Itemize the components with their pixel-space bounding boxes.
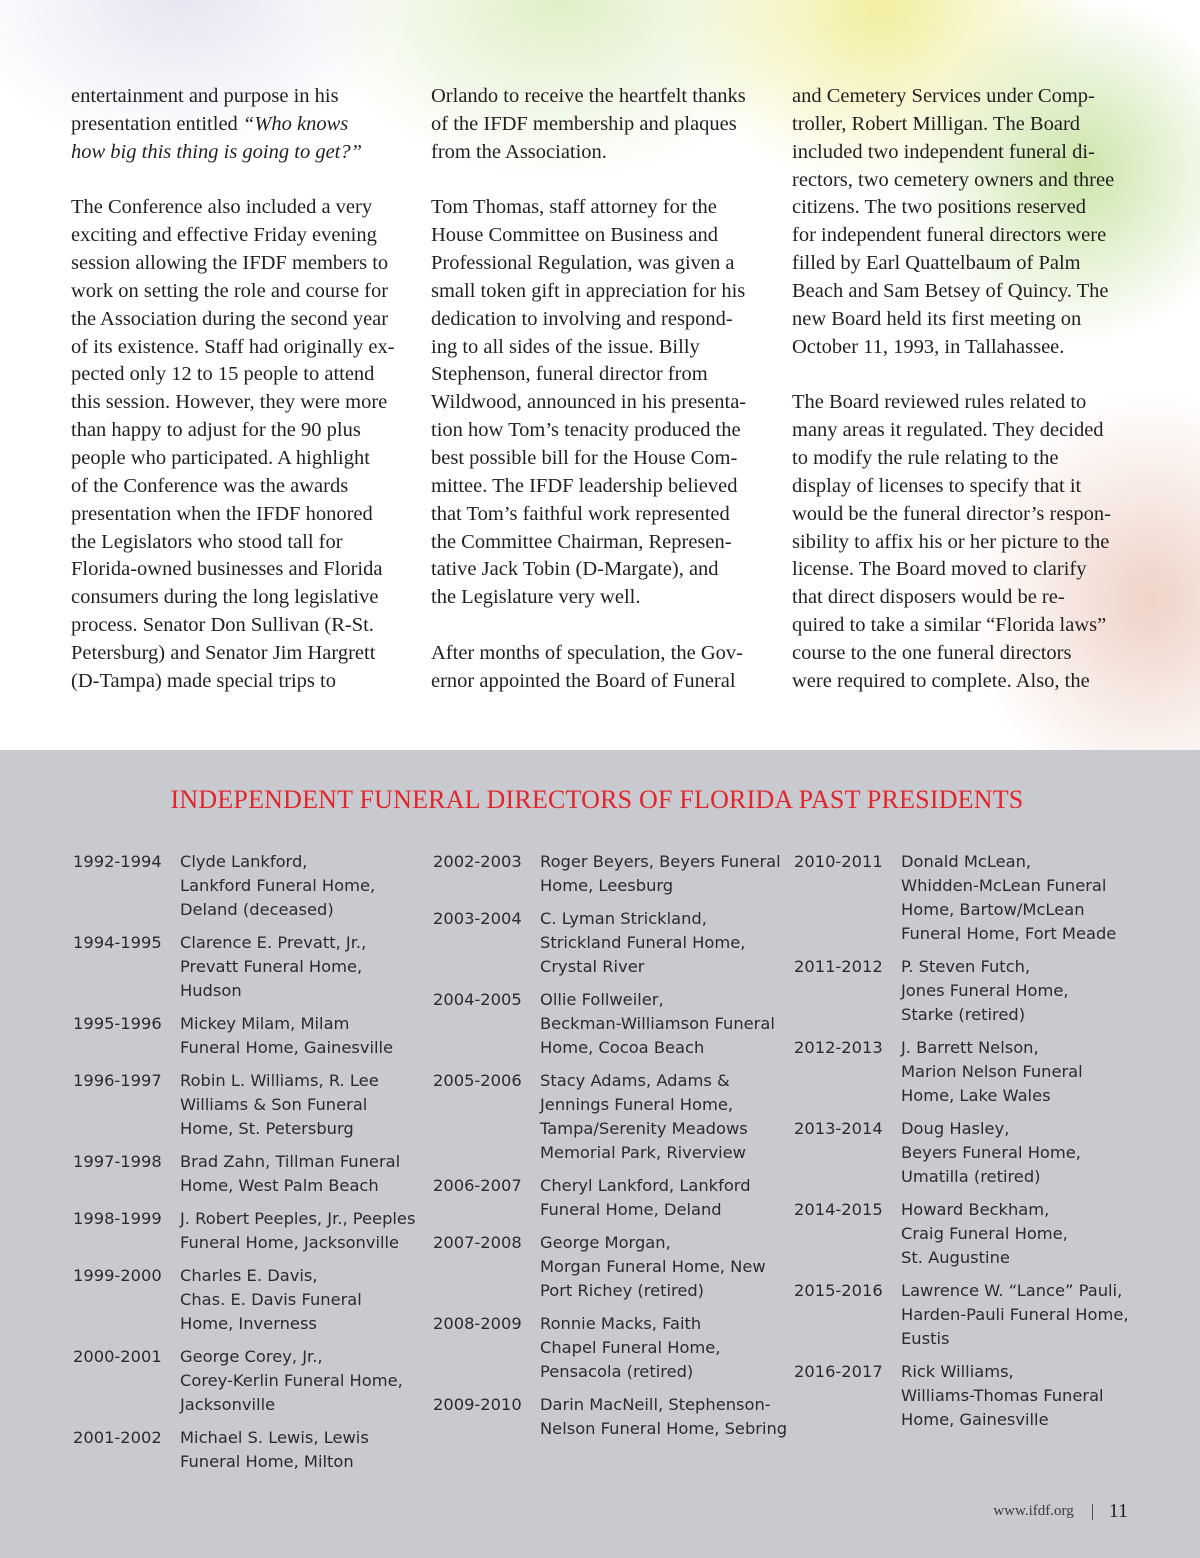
text-line: new Board held its first meeting on xyxy=(792,307,1082,330)
president-details xyxy=(180,1012,393,1060)
president-entry xyxy=(433,907,787,979)
president-years: 2010-2011 xyxy=(794,852,883,871)
past-presidents-title: INDEPENDENT FUNERAL DIRECTORS OF FLORIDA PAST PRESIDENTS xyxy=(170,785,1024,814)
text-line: the Committee Chairman, Represen- xyxy=(431,530,732,553)
presidents-column-1 xyxy=(73,850,415,1483)
text-line: for independent funeral directors were xyxy=(792,224,1107,247)
president-entry xyxy=(73,1150,415,1198)
president-detail-line: Howard Beckham, xyxy=(901,1200,1050,1219)
president-detail-line: Funeral Home, Deland xyxy=(540,1200,722,1219)
president-entry xyxy=(73,1207,415,1255)
president-details xyxy=(540,850,781,898)
president-entry xyxy=(73,1426,415,1474)
president-detail-line: P. Steven Futch, xyxy=(901,957,1031,976)
text-line: and Cemetery Services under Comp- xyxy=(792,85,1095,107)
president-detail-line: Jones Funeral Home, xyxy=(901,981,1069,1000)
text-line: Tom Thomas, staff attorney for the xyxy=(431,196,717,219)
presidents-column-2 xyxy=(433,850,787,1450)
president-entry xyxy=(433,1312,787,1384)
president-detail-line: J. Robert Peeples, Jr., Peeples xyxy=(180,1209,416,1228)
text-line: presentation when the IFDF honored xyxy=(71,502,373,525)
president-detail-line: George Morgan, xyxy=(540,1233,671,1252)
text-line: Florida-owned businesses and Florida xyxy=(71,558,383,581)
president-details xyxy=(540,907,745,979)
text-line: of the Conference was the awards xyxy=(71,474,349,497)
text-line: filled by Earl Quattelbaum of Palm xyxy=(792,252,1081,275)
president-entry xyxy=(794,1198,1129,1270)
president-detail-line: Stacy Adams, Adams & xyxy=(540,1071,730,1090)
text-line: Stephenson, funeral director from xyxy=(431,363,708,386)
president-entry xyxy=(794,1117,1129,1189)
article-paragraph xyxy=(431,83,746,167)
president-details xyxy=(901,850,1116,946)
president-detail-line: Nelson Funeral Home, Sebring xyxy=(540,1419,788,1438)
president-years: 2007-2008 xyxy=(433,1233,522,1252)
text-line: the Legislature very well. xyxy=(431,586,641,609)
text-line: (D-Tampa) made special trips to xyxy=(71,669,336,692)
president-years: 2008-2009 xyxy=(433,1314,522,1333)
president-years: 2011-2012 xyxy=(794,957,883,976)
president-details xyxy=(901,1036,1083,1108)
president-years: 1994-1995 xyxy=(73,933,162,952)
text-line: sibility to affix his or her picture to the xyxy=(792,530,1110,553)
president-detail-line: Doug Hasley, xyxy=(901,1119,1010,1138)
president-entry xyxy=(794,1360,1129,1432)
president-detail-line: Clarence E. Prevatt, Jr., xyxy=(180,933,367,952)
text-line: Petersburg) and Senator Jim Hargrett xyxy=(71,641,376,664)
president-details xyxy=(180,1345,403,1417)
text-line: to modify the rule relating to the xyxy=(792,446,1059,469)
text-line: work on setting the role and course for xyxy=(71,279,389,302)
article-column-3 xyxy=(792,83,1114,696)
footer-divider xyxy=(1092,1504,1093,1520)
president-years: 2012-2013 xyxy=(794,1038,883,1057)
text-line: October 11, 1993, in Tallahassee. xyxy=(792,335,1065,358)
text-line: troller, Robert Milligan. The Board xyxy=(792,112,1081,135)
text-line: were required to complete. Also, the xyxy=(792,669,1090,692)
president-entry xyxy=(73,931,415,1003)
presentation-title: “Who knows xyxy=(242,112,349,135)
president-detail-line: Robin L. Williams, R. Lee xyxy=(180,1071,379,1090)
president-details xyxy=(901,1360,1104,1432)
president-detail-line: Umatilla (retired) xyxy=(901,1167,1041,1186)
president-entry xyxy=(794,1036,1129,1108)
president-detail-line: Marion Nelson Funeral xyxy=(901,1062,1083,1081)
text-line: the Association during the second year xyxy=(71,307,389,330)
text-line: Professional Regulation, was given a xyxy=(431,252,735,275)
president-entry xyxy=(73,1264,415,1336)
president-years: 2005-2006 xyxy=(433,1071,522,1090)
president-entry xyxy=(794,955,1129,1027)
text-line: small token gift in appreciation for his xyxy=(431,279,746,302)
president-years: 2009-2010 xyxy=(433,1395,522,1414)
text-line: of its existence. Staff had originally ex- xyxy=(71,335,395,358)
president-details xyxy=(540,988,775,1060)
president-details xyxy=(540,1174,751,1222)
text-line: many areas it regulated. They decided xyxy=(792,419,1104,442)
text-line: people who participated. A highlight xyxy=(71,446,370,469)
president-detail-line: Port Richey (retired) xyxy=(540,1281,705,1300)
page-footer xyxy=(993,1500,1128,1523)
president-detail-line: Donald McLean, xyxy=(901,852,1032,871)
president-years: 2016-2017 xyxy=(794,1362,883,1381)
presidents-column-3 xyxy=(794,850,1129,1441)
president-detail-line: Whidden-McLean Funeral xyxy=(901,876,1107,895)
president-detail-line: Charles E. Davis, xyxy=(180,1266,318,1285)
text-line: entertainment and purpose in his xyxy=(71,85,339,107)
article-paragraph xyxy=(431,194,746,612)
president-details xyxy=(901,1198,1068,1270)
president-years: 2014-2015 xyxy=(794,1200,883,1219)
president-detail-line: Roger Beyers, Beyers Funeral xyxy=(540,852,781,871)
president-detail-line: Clyde Lankford, xyxy=(180,852,308,871)
president-detail-line: Home, Leesburg xyxy=(540,876,674,895)
text-line: exciting and effective Friday evening xyxy=(71,224,377,247)
president-entry xyxy=(433,1069,787,1165)
article-paragraph xyxy=(792,83,1114,361)
president-entry xyxy=(433,1231,787,1303)
text-line: pected only 12 to 15 people to attend xyxy=(71,363,375,386)
president-detail-line: Williams-Thomas Funeral xyxy=(901,1386,1104,1405)
president-details xyxy=(180,1150,400,1198)
text-line: display of licenses to specify that it xyxy=(792,474,1082,497)
text-line: quired to take a similar “Florida laws” xyxy=(792,614,1107,637)
text-line: course to the one funeral directors xyxy=(792,641,1072,664)
text-line: than happy to adjust for the 90 plus xyxy=(71,419,361,442)
president-entry xyxy=(73,1012,415,1060)
text-line: would be the funeral director’s respon- xyxy=(792,502,1111,525)
president-entry xyxy=(73,1069,415,1141)
president-entry xyxy=(433,1393,787,1441)
text-line: tion how Tom’s tenacity produced the xyxy=(431,419,741,442)
president-entry xyxy=(73,1345,415,1417)
president-details xyxy=(540,1069,748,1165)
president-entry xyxy=(73,850,415,922)
president-years: 2006-2007 xyxy=(433,1176,522,1195)
president-detail-line: Starke (retired) xyxy=(901,1005,1026,1024)
text-line: that Tom’s faithful work represented xyxy=(431,502,730,525)
president-years: 2001-2002 xyxy=(73,1428,162,1447)
president-years: 2004-2005 xyxy=(433,990,522,1009)
president-years: 1997-1998 xyxy=(73,1152,162,1171)
president-detail-line: Jennings Funeral Home, xyxy=(540,1095,734,1114)
president-years: 1998-1999 xyxy=(73,1209,162,1228)
president-details xyxy=(901,955,1069,1027)
president-detail-line: Cheryl Lankford, Lankford xyxy=(540,1176,751,1195)
president-details xyxy=(180,1207,415,1255)
president-details xyxy=(540,1393,787,1441)
article-column-1 xyxy=(71,83,395,696)
president-details xyxy=(180,850,375,922)
president-detail-line: Hudson xyxy=(180,981,242,1000)
text-line: Wildwood, announced in his presenta- xyxy=(431,391,747,414)
president-detail-line: Pensacola (retired) xyxy=(540,1362,694,1381)
president-years: 1992-1994 xyxy=(73,852,162,871)
text-line: House Committee on Business and xyxy=(431,224,718,247)
article-paragraph xyxy=(71,83,395,167)
president-years: 2000-2001 xyxy=(73,1347,162,1366)
text-line: of the IFDF membership and plaques xyxy=(431,112,737,135)
text-line: consumers during the long legislative xyxy=(71,586,379,609)
text-line: the Legislators who stood tall for xyxy=(71,530,343,553)
article-paragraph xyxy=(792,389,1114,695)
text-line: The Board reviewed rules related to xyxy=(792,391,1087,414)
president-detail-line: Lankford Funeral Home, xyxy=(180,876,376,895)
president-details xyxy=(901,1279,1129,1351)
text-line: dedication to involving and respond- xyxy=(431,307,733,330)
text-line: Beach and Sam Betsey of Quincy. The xyxy=(792,279,1109,302)
text-line: tative Jack Tobin (D-Margate), and xyxy=(431,558,719,581)
president-detail-line: Home, Cocoa Beach xyxy=(540,1038,705,1057)
president-detail-line: Ollie Follweiler, xyxy=(540,990,664,1009)
president-details xyxy=(180,931,366,1003)
president-entry xyxy=(794,1279,1129,1351)
president-entry xyxy=(433,988,787,1060)
president-detail-line: Brad Zahn, Tillman Funeral xyxy=(180,1152,401,1171)
president-years: 1999-2000 xyxy=(73,1266,162,1285)
text-line: After months of speculation, the Gov- xyxy=(431,641,743,664)
text-line: license. The Board moved to clarify xyxy=(792,558,1087,581)
president-detail-line: Funeral Home, Jacksonville xyxy=(180,1233,400,1252)
president-detail-line: Funeral Home, Fort Meade xyxy=(901,924,1117,943)
text-line xyxy=(71,111,395,139)
president-detail-line: C. Lyman Strickland, xyxy=(540,909,707,928)
president-detail-line: Lawrence W. “Lance” Pauli, xyxy=(901,1281,1123,1300)
president-details xyxy=(180,1069,379,1141)
president-detail-line: Home, Bartow/McLean xyxy=(901,900,1085,919)
president-detail-line: Home, Lake Wales xyxy=(901,1086,1051,1105)
president-detail-line: Funeral Home, Milton xyxy=(180,1452,354,1471)
president-detail-line: Crystal River xyxy=(540,957,645,976)
president-detail-line: Jacksonville xyxy=(180,1395,276,1414)
president-detail-line: Deland (deceased) xyxy=(180,900,334,919)
president-details xyxy=(540,1231,766,1303)
president-years: 2002-2003 xyxy=(433,852,522,871)
president-detail-line: Tampa/Serenity Meadows xyxy=(540,1119,748,1138)
president-details xyxy=(540,1312,720,1384)
president-detail-line: Beyers Funeral Home, xyxy=(901,1143,1081,1162)
president-detail-line: Corey-Kerlin Funeral Home, xyxy=(180,1371,403,1390)
president-detail-line: Michael S. Lewis, Lewis xyxy=(180,1428,369,1447)
article-paragraph xyxy=(431,640,746,696)
president-detail-line: J. Barrett Nelson, xyxy=(901,1038,1039,1057)
president-detail-line: Beckman-Williamson Funeral xyxy=(540,1014,775,1033)
president-detail-line: Eustis xyxy=(901,1329,950,1348)
text-line: that direct disposers would be re- xyxy=(792,586,1065,609)
text-line: process. Senator Don Sullivan (R-St. xyxy=(71,614,374,637)
text-line: ernor appointed the Board of Funeral xyxy=(431,669,736,692)
text-line: included two independent funeral di- xyxy=(792,140,1095,163)
president-detail-line: Funeral Home, Gainesville xyxy=(180,1038,394,1057)
text-line: citizens. The two positions reserved xyxy=(792,196,1086,219)
president-detail-line: Rick Williams, xyxy=(901,1362,1014,1381)
text-line: The Conference also included a very xyxy=(71,196,373,219)
president-details xyxy=(901,1117,1081,1189)
text-line: from the Association. xyxy=(431,140,607,163)
president-entry xyxy=(433,850,787,898)
article-paragraph xyxy=(71,194,395,695)
text-line: Orlando to receive the heartfelt thanks xyxy=(431,85,746,107)
president-detail-line: Memorial Park, Riverview xyxy=(540,1143,746,1162)
president-details xyxy=(180,1264,362,1336)
president-detail-line: Williams & Son Funeral xyxy=(180,1095,368,1114)
page-number: 11 xyxy=(1108,1500,1128,1522)
president-years: 2013-2014 xyxy=(794,1119,883,1138)
president-detail-line: Home, St. Petersburg xyxy=(180,1119,354,1138)
president-detail-line: Craig Funeral Home, xyxy=(901,1224,1068,1243)
text-line: mittee. The IFDF leadership believed xyxy=(431,474,738,497)
president-years: 1995-1996 xyxy=(73,1014,162,1033)
presentation-title: how big this thing is going to get?” xyxy=(71,140,363,163)
president-detail-line: Mickey Milam, Milam xyxy=(180,1014,350,1033)
president-entry xyxy=(433,1174,787,1222)
president-years: 2015-2016 xyxy=(794,1281,883,1300)
website-link[interactable]: www.ifdf.org xyxy=(993,1503,1074,1519)
president-entry xyxy=(794,850,1129,946)
president-detail-line: Home, West Palm Beach xyxy=(180,1176,379,1195)
president-detail-line: Prevatt Funeral Home, xyxy=(180,957,363,976)
president-detail-line: Home, Inverness xyxy=(180,1314,317,1333)
president-years: 1996-1997 xyxy=(73,1071,162,1090)
president-detail-line: Chapel Funeral Home, xyxy=(540,1338,721,1357)
president-detail-line: Strickland Funeral Home, xyxy=(540,933,746,952)
president-detail-line: Darin MacNeill, Stephenson- xyxy=(540,1395,771,1414)
president-details xyxy=(180,1426,369,1474)
president-years: 2003-2004 xyxy=(433,909,522,928)
president-detail-line: Chas. E. Davis Funeral xyxy=(180,1290,362,1309)
president-detail-line: Harden-Pauli Funeral Home, xyxy=(901,1305,1129,1324)
text-line: ing to all sides of the issue. Billy xyxy=(431,335,700,358)
text-line: session allowing the IFDF members to xyxy=(71,252,389,275)
president-detail-line: St. Augustine xyxy=(901,1248,1010,1267)
text-line: best possible bill for the House Com- xyxy=(431,446,738,469)
president-detail-line: Ronnie Macks, Faith xyxy=(540,1314,702,1333)
article-column-2 xyxy=(431,83,746,696)
text-fragment: presentation entitled xyxy=(71,112,243,135)
president-detail-line: Home, Gainesville xyxy=(901,1410,1049,1429)
text-line: rectors, two cemetery owners and three xyxy=(792,168,1115,191)
president-detail-line: George Corey, Jr., xyxy=(180,1347,323,1366)
text-line: this session. However, they were more xyxy=(71,391,388,414)
president-detail-line: Morgan Funeral Home, New xyxy=(540,1257,766,1276)
